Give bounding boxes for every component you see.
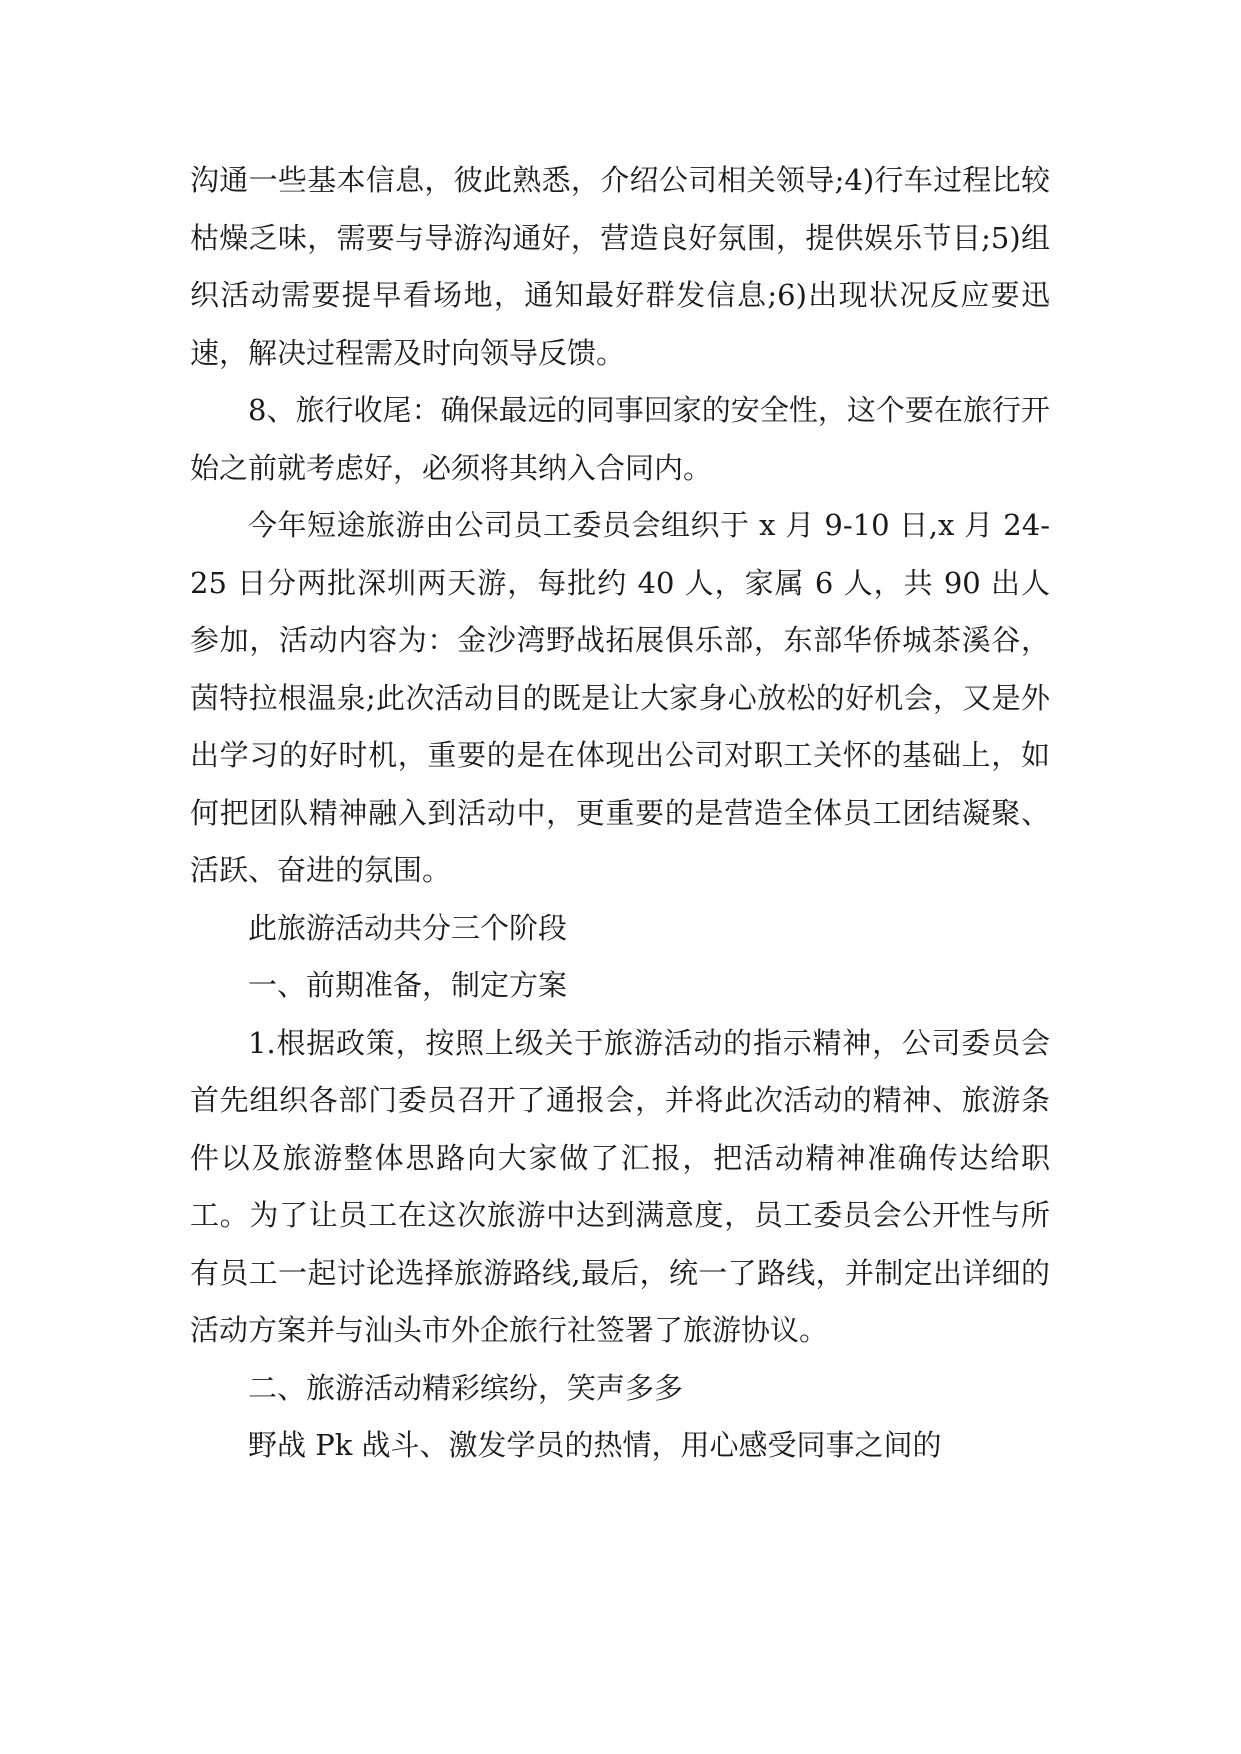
paragraph-trip-ending: 8、旅行收尾：确保最远的同事回家的安全性，这个要在旅行开始之前就考虑好，必须将其纳入合同内。: [190, 393, 1050, 485]
paragraph-preparation-details: 1.根据政策，按照上级关于旅游活动的指示精神，公司委员会首先组织各部门委员召开了通报会，并将此次活动的精神、旅游条件以及旅游整体思路向大家做了汇报，把活动精神准确传达给职工。为了让员工在这次旅游中达到满意度，员工委员会公开性与所有员工一起讨论选择旅游路线,最后，统一了路线，并制定出详细的活动方案并与汕头市外企旅行社签署了旅游协议。: [190, 1025, 1050, 1347]
section-heading-activities: 二、旅游活动精彩缤纷，笑声多多: [248, 1370, 684, 1405]
paragraph-field-battle: 野战 Pk 战斗、激发学员的热情，用心感受同事之间的: [248, 1428, 942, 1462]
paragraph-stages-intro: 此旅游活动共分三个阶段: [248, 910, 568, 945]
paragraph-trip-overview: 今年短途旅游由公司员工委员会组织于 x 月 9-10 日,x 月 24-25 日分两批深圳两天游，每批约 40 人，家属 6 人，共 90 出人参加，活动内容为：金沙湾野战拓展俱乐部，东部华侨城茶溪谷，茵特拉根温泉;此次活动目的既是让大家身心放松的好机会，又是外出学习的好时机，重要的是在体现出公司对职工关怀的基础上，如何把团队精神融入到活动中，更重要的是营造全体员工团结凝聚、活跃、奋进的氛围。: [190, 508, 1050, 887]
section-heading-preparation: 一、前期准备，制定方案: [248, 968, 568, 1002]
paragraph-communication-tips: 沟通一些基本信息，彼此熟悉，介绍公司相关领导;4)行车过程比较枯燥乏味，需要与导游沟通好，营造良好氛围，提供娱乐节目;5)组织活动需要提早看场地，通知最好群发信息;6)出现状况反应要迅速，解决过程需及时向领导反馈。: [190, 163, 1050, 370]
document-body: [190, 152, 1050, 1475]
